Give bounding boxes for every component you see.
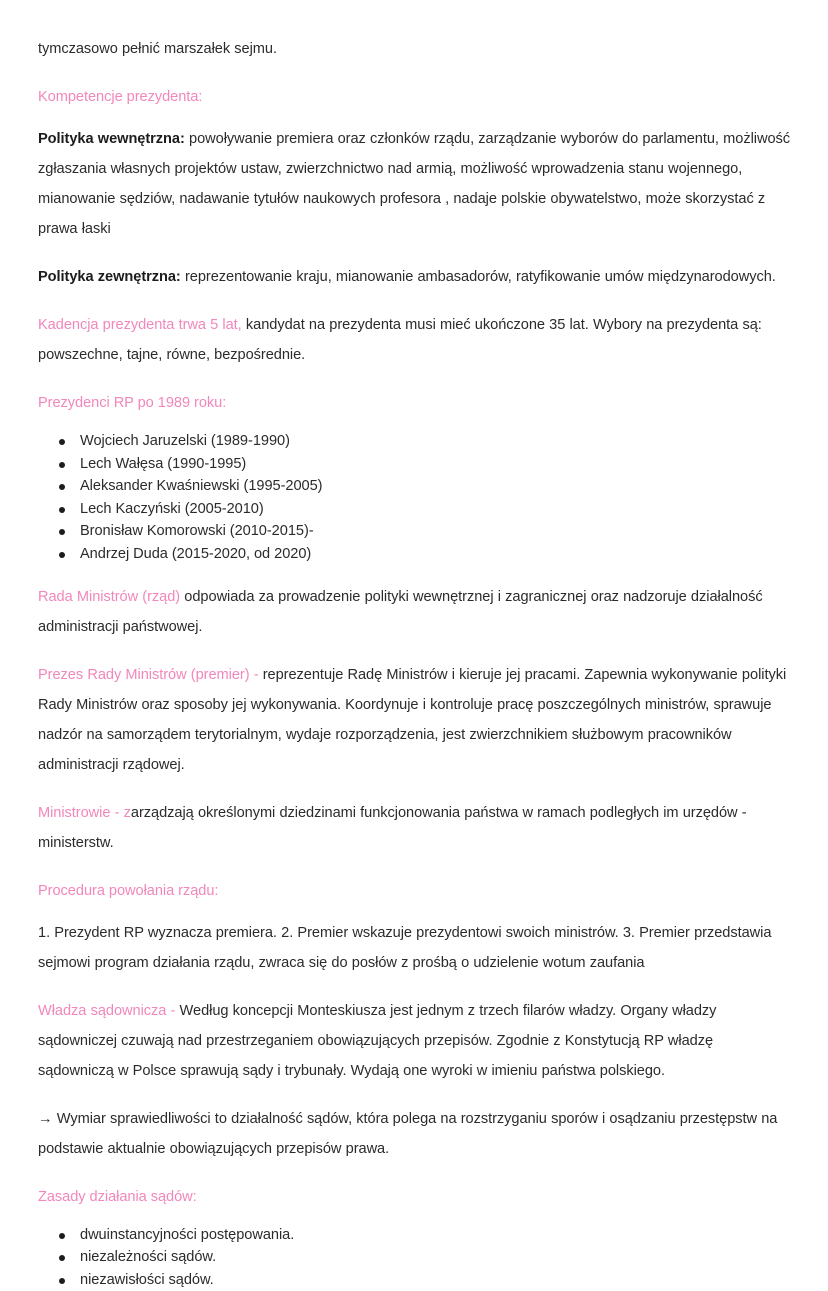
list-prezydenci-rp — [38, 430, 790, 566]
paragraph-procedura-kroki — [38, 918, 790, 978]
ministrowie-highlight: Ministrowie - z — [38, 804, 131, 821]
list-item: niezawisłości sądów. — [38, 1269, 790, 1291]
paragraph-polityka-wewnetrzna — [38, 124, 790, 244]
arrow-right-icon: → — [38, 1110, 53, 1127]
wymiar-sprawiedliwosci-body: Wymiar sprawiedliwości to działalność sądów, która polega na rozstrzyganiu sporów i osądzaniu przestępstw na podstawie aktualnie obowiązujących przepisów prawa. — [38, 1110, 778, 1157]
wladza-sadownicza-highlight: Władza sądownicza - — [38, 1002, 176, 1019]
rada-ministrow-body: odpowiada za prowadzenie polityki wewnętrznej i zagranicznej oraz nadzoruje działalność administracji państwowej. — [38, 588, 763, 635]
heading-procedura-powolania-rzadu: Procedura powołania rządu: — [38, 882, 219, 899]
prezes-rady-ministrow-highlight: Prezes Rady Ministrów (premier) - — [38, 666, 259, 683]
list-zasady-dzialania-sadow — [38, 1224, 790, 1291]
paragraph-ministrowie — [38, 798, 790, 858]
list-item: Aleksander Kwaśniewski (1995-2005) — [38, 475, 790, 498]
list-item: Bronisław Komorowski (2010-2015)- — [38, 520, 790, 543]
paragraph-wymiar-sprawiedliwosci — [38, 1104, 790, 1164]
kadencja-body: kandydat na prezydenta musi mieć ukończone 35 lat. Wybory na prezydenta są: powszechne, tajne, równe, bezpośrednie. — [38, 317, 762, 363]
paragraph-wladza-sadownicza — [38, 996, 790, 1086]
list-item: Wojciech Jaruzelski (1989-1990) — [38, 430, 790, 453]
heading-prezydenci-rp: Prezydenci RP po 1989 roku: — [38, 395, 227, 411]
list-item: dwuinstancyjności postępowania. — [38, 1224, 790, 1247]
ministrowie-body: arządzają określonymi dziedzinami funkcjonowania państwa w ramach podległych im urzędów - ministerstw. — [38, 804, 747, 851]
list-item: Lech Wałęsa (1990-1995) — [38, 453, 790, 476]
paragraph-rada-ministrow — [38, 582, 790, 642]
list-item: Lech Kaczyński (2005-2010) — [38, 498, 790, 521]
procedura-kroki-text: 1. Prezydent RP wyznacza premiera. 2. Premier wskazuje prezydentowi swoich ministrów. 3. Premier przedstawia sejmowi program działania rządu, zwraca się do posłów z prośbą o udzielenie wotum zaufania — [38, 924, 772, 971]
polityka-wewnetrzna-body: powoływanie premiera oraz członków rządu, zarządzanie wyborów do parlamentu, możliwość zgłaszania własnych projektów ustaw, zwierzchnictwo nad armią, możliwość wprowadzenia stanu wojennego, mianowanie sędziów, nadawanie tytułów naukowych profesora , nadaje polskie obywatelstwo, może skorzystać z prawa łaski — [38, 131, 790, 237]
list-item: Andrzej Duda (2015-2020, od 2020) — [38, 543, 790, 566]
kadencja-highlight: Kadencja prezydenta trwa 5 lat, — [38, 317, 242, 333]
polityka-wewnetrzna-label: Polityka wewnętrzna: — [38, 131, 185, 147]
polityka-zewnetrzna-body: reprezentowanie kraju, mianowanie ambasadorów, ratyfikowanie umów międzynarodowych. — [180, 269, 776, 285]
paragraph-intro-continuation — [38, 34, 790, 64]
prezes-rady-ministrow-body: reprezentuje Radę Ministrów i kieruje jej pracami. Zapewnia wykonywanie polityki Rady Ministrów oraz sposoby jej wykonywania. Koordynuje i kontroluje pracę poszczególnych ministrów, sprawuje nadzór na samorządem terytorialnym, wydaje rozporządzenia, jest zwierzchnikiem służbowym pracowników administracji rządowej. — [38, 666, 787, 773]
polityka-zewnetrzna-label: Polityka zewnętrzna: — [38, 269, 181, 285]
heading-kompetencje-prezydenta: Kompetencje prezydenta: — [38, 89, 203, 105]
paragraph-kadencja-prezydenta — [38, 310, 790, 370]
paragraph-prezes-rady-ministrow — [38, 660, 790, 780]
rada-ministrow-highlight: Rada Ministrów (rząd) — [38, 588, 181, 605]
list-item: niezależności sądów. — [38, 1246, 790, 1269]
intro-continuation-text: tymczasowo pełnić marszałek sejmu. — [38, 41, 277, 57]
wladza-sadownicza-body: Według koncepcji Monteskiusza jest jednym z trzech filarów władzy. Organy władzy sądowniczej czuwają nad przestrzeganiem obowiązujących przepisów. Zgodnie z Konstytucją RP władzę sądowniczą w Polsce sprawują sądy i trybunały. Wydają one wyroki w imieniu państwa polskiego. — [38, 1002, 717, 1079]
heading-zasady-dzialania-sadow: Zasady działania sądów: — [38, 1188, 197, 1205]
paragraph-polityka-zewnetrzna — [38, 262, 790, 292]
